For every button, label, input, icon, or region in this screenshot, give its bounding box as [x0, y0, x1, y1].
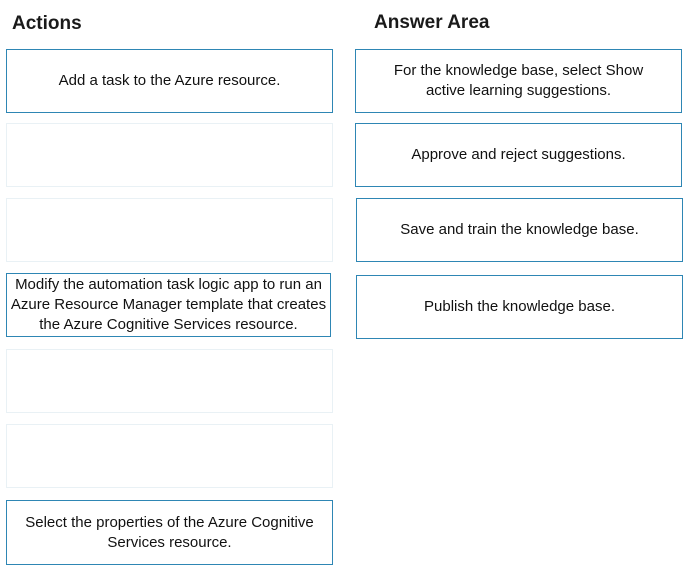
action-item-add-task[interactable]: Add a task to the Azure resource. [6, 49, 333, 113]
answer-item-save-train[interactable]: Save and train the knowledge base. [356, 198, 683, 262]
answer-item-publish[interactable]: Publish the knowledge base. [356, 275, 683, 339]
answer-area-heading: Answer Area [374, 12, 490, 33]
action-slot-empty[interactable] [6, 349, 333, 413]
answer-item-show-suggestions[interactable]: For the knowledge base, select Show active learning suggestions. [355, 49, 682, 113]
action-slot-empty[interactable] [6, 198, 333, 262]
action-slot-empty[interactable] [6, 424, 333, 488]
action-item-modify-logic-app[interactable]: Modify the automation task logic app to run an Azure Resource Manager template that creates the Azure Cognitive Services resource. [6, 273, 331, 337]
action-item-select-properties[interactable]: Select the properties of the Azure Cognitive Services resource. [6, 500, 333, 565]
actions-heading: Actions [12, 13, 82, 34]
action-slot-empty[interactable] [6, 123, 333, 187]
answer-item-approve-reject[interactable]: Approve and reject suggestions. [355, 123, 682, 187]
